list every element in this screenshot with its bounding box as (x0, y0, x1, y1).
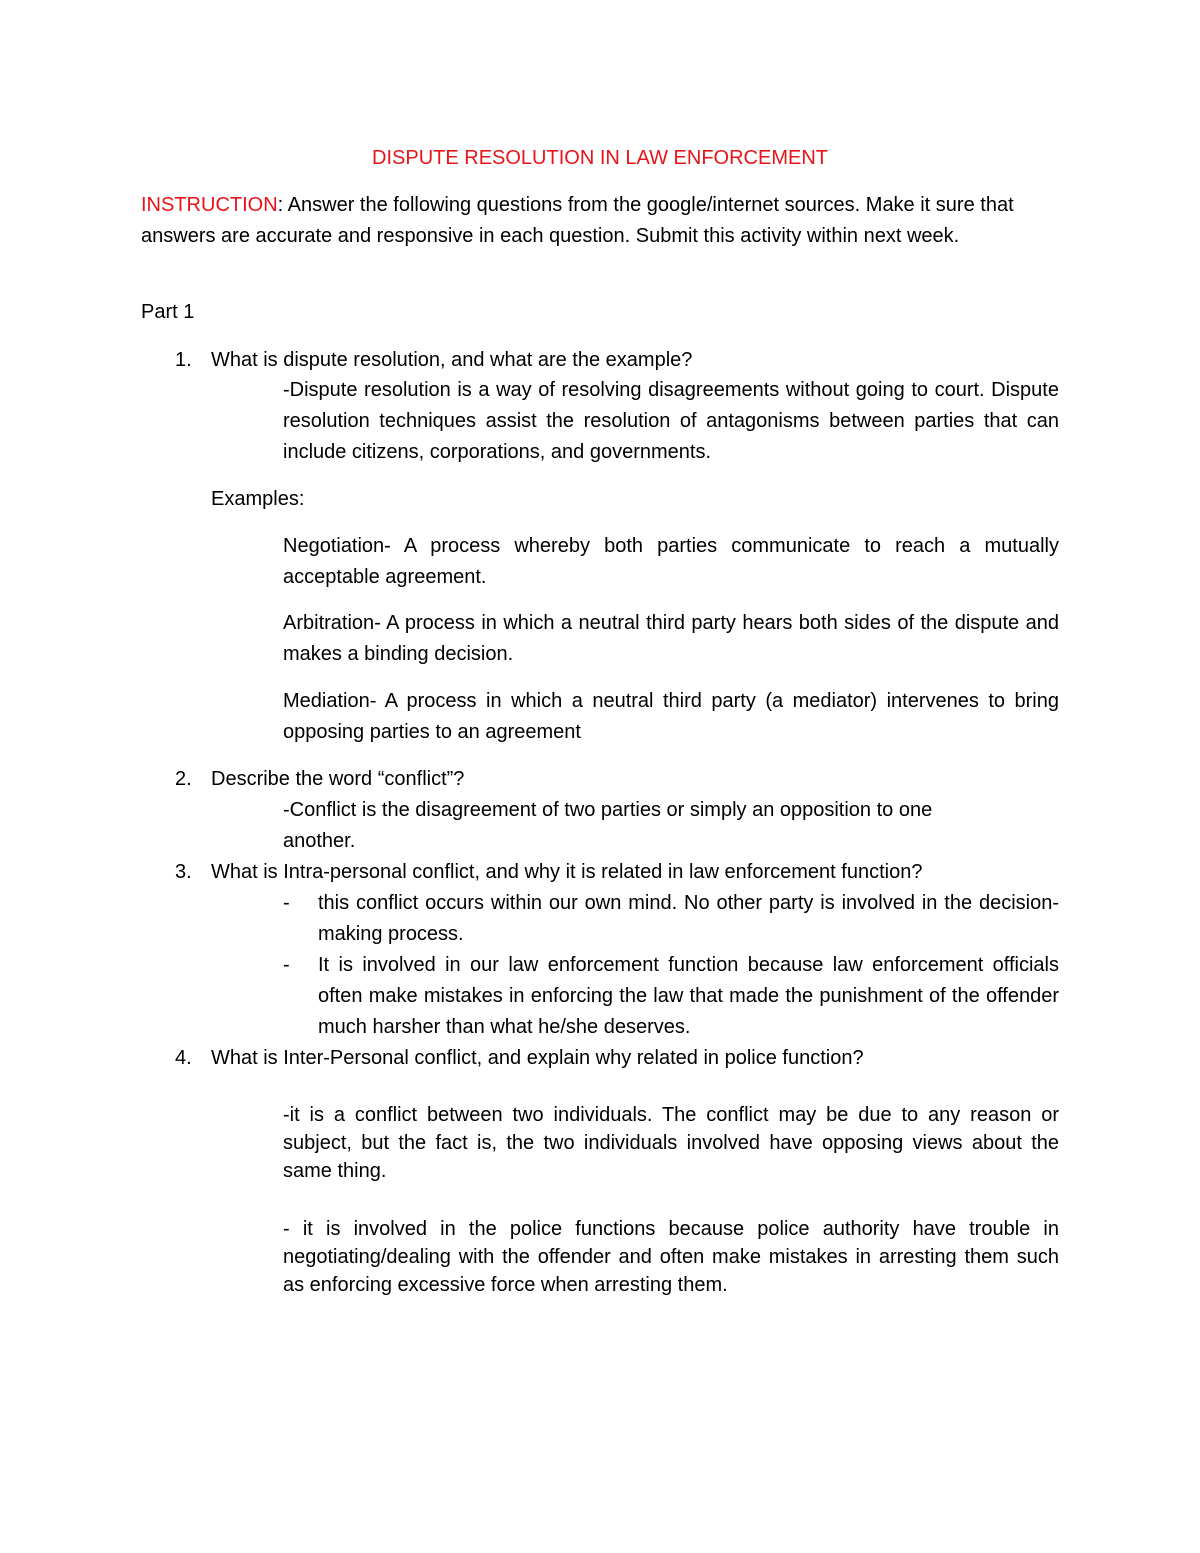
part-heading: Part 1 (141, 301, 195, 323)
page-title: DISPUTE RESOLUTION IN LAW ENFORCEMENT (372, 147, 828, 169)
question-1-answer: -Dispute resolution is a way of resolving disagreements without going to court. Dispute resolution techniques assist the resolution of antagonisms between parties that can include citizens, corporations, and governments. (283, 379, 1059, 463)
instruction-paragraph (141, 190, 1061, 252)
instruction-text: : Answer the following questions from the google/internet sources. Make it sure that answers are accurate and responsive in each question. Submit this activity within next week. (141, 194, 1014, 247)
examples-label: Examples: (211, 488, 305, 510)
question-4-answer-2: - it is involved in the police functions because police authority have trouble in negotiating/dealing with the offender and often make mistakes in arresting them such as enforcing excessive force when arresting them. (283, 1218, 1059, 1296)
question-number: 1. (175, 349, 192, 371)
question-3-answer-2: It is involved in our law enforcement function because law enforcement officials often make mistakes in enforcing the law that made the punishment of the offender much harsher than what he/she deserves. (318, 954, 1059, 1038)
question-3-answer-1: this conflict occurs within our own mind. No other party is involved in the decision-making process. (318, 892, 1059, 945)
question-number: 3. (175, 861, 192, 883)
question-2-answer: -Conflict is the disagreement of two parties or simply an opposition to one another. (283, 799, 933, 852)
example-negotiation: Negotiation- A process whereby both parties communicate to reach a mutually acceptable agreement. (283, 535, 1059, 588)
question-number: 4. (175, 1047, 192, 1069)
question-number: 2. (175, 768, 192, 790)
question-2-text: Describe the word “conflict”? (211, 768, 465, 790)
question-3-text: What is Intra-personal conflict, and why it is related in law enforcement function? (211, 861, 923, 883)
bullet-dash: - (283, 954, 290, 976)
instruction-label: INSTRUCTION (141, 194, 278, 216)
example-arbitration: Arbitration- A process in which a neutral third party hears both sides of the dispute and makes a binding decision. (283, 612, 1059, 665)
question-1-text: What is dispute resolution, and what are the example? (211, 349, 693, 371)
example-mediation: Mediation- A process in which a neutral third party (a mediator) intervenes to bring opposing parties to an agreement (283, 690, 1059, 743)
bullet-dash: - (283, 892, 290, 914)
question-4-text: What is Inter-Personal conflict, and explain why related in police function? (211, 1047, 864, 1069)
question-4-answer-1: -it is a conflict between two individuals. The conflict may be due to any reason or subject, but the fact is, the two individuals involved have opposing views about the same thing. (283, 1104, 1059, 1182)
